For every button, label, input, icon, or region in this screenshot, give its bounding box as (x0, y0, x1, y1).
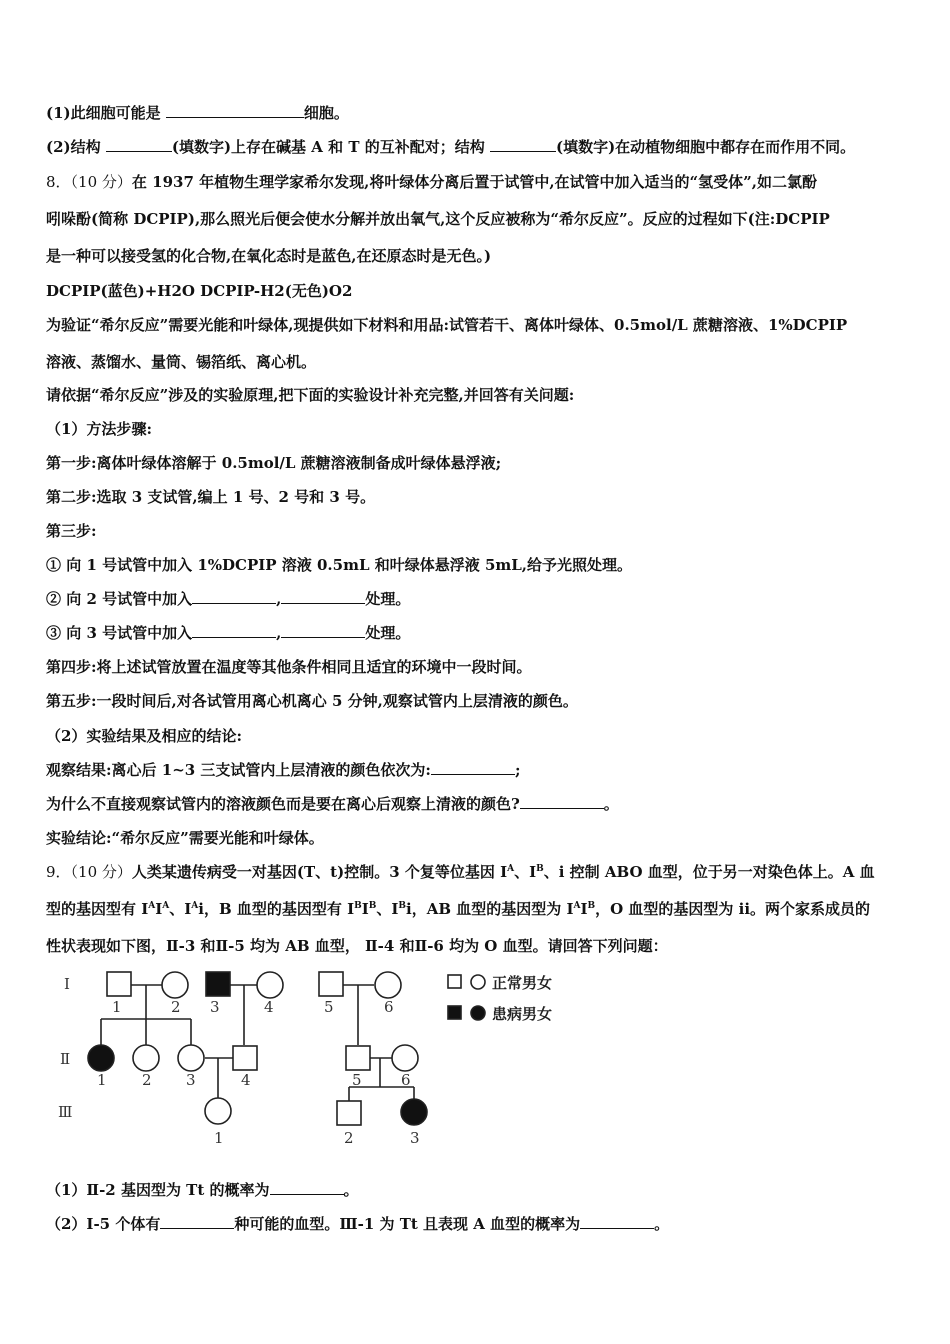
q9-text: 、I (514, 863, 537, 881)
q9-line-2 (46, 899, 908, 919)
q8-line-1 (46, 172, 908, 192)
q8-text: 为什么不直接观察试管内的溶液颜色而是要在离心后观察上清液的颜色? (46, 795, 520, 813)
affected-male (206, 972, 230, 996)
answer-blank[interactable] (520, 794, 604, 809)
individual-number: 5 (324, 998, 334, 1016)
q8-line-8 (46, 419, 908, 439)
q9-sub-1 (46, 1180, 908, 1200)
q9-text: 人类某遗传病受一对基因(T、t)控制。3 个复等位基因 I (131, 863, 508, 881)
q7-text: 细胞。 (303, 104, 349, 122)
q9-sub-2 (46, 1214, 908, 1234)
q8-text: 第一步:离体叶绿体溶解于 0.5mol/L 蔗糖溶液制备成叶绿体悬浮液; (46, 454, 502, 472)
individual-number: 3 (186, 1071, 196, 1089)
q8-text: （1）方法步骤: (46, 420, 152, 438)
q9-text: I (155, 900, 163, 918)
superscript: B (536, 864, 544, 874)
superscript: A (191, 901, 199, 911)
q8-text: 实验结论:“希尔反应”需要光能和叶绿体。 (46, 829, 324, 847)
q8-line-15 (46, 657, 908, 677)
generation-label: Ⅱ (60, 1050, 71, 1068)
question-number: 9．（10 分） (46, 863, 132, 881)
q8-line-6 (46, 352, 908, 372)
q7-text: (填数字)在动植物细胞中都存在而作用不同。 (555, 138, 856, 156)
q8-line-9 (46, 453, 908, 473)
superscript: A (573, 901, 581, 911)
q9-text: 型的基因型有 I (46, 900, 149, 918)
q8-text: 请依据“希尔反应”涉及的实验原理,把下面的实验设计补充完整,并回答有关问题: (46, 386, 575, 404)
q8-text: ② 向 2 号试管中加入 (46, 590, 193, 608)
q9-text: ，O 血型的基因型为 ii。两个家系成员的 (595, 900, 871, 918)
individual-number: 6 (401, 1071, 411, 1089)
individual-number: 1 (112, 998, 122, 1016)
q8-line-19 (46, 794, 908, 814)
individual-number: 2 (142, 1071, 152, 1089)
q8-text: （2）实验结果及相应的结论: (46, 727, 242, 745)
q9-text: 性状表现如下图，Ⅱ-3 和Ⅱ-5 均为 AB 血型， Ⅱ-4 和Ⅱ-6 均为 O 血型。请回答下列问题： (46, 937, 668, 955)
q8-line-11 (46, 521, 908, 541)
q8-line-18 (46, 760, 908, 780)
q8-text: , (276, 590, 282, 608)
q8-text: , (276, 624, 282, 642)
q9-text: 、I (376, 900, 399, 918)
q8-equation (46, 281, 908, 301)
q9-text: i，AB 血型的基因型为 I (406, 900, 574, 918)
superscript: B (398, 901, 406, 911)
q8-text: 第四步:将上述试管放置在温度等其他条件相同且适宜的环境中一段时间。 (46, 658, 532, 676)
q8-text: 第五步:一段时间后,对各试管用离心机离心 5 分钟,观察试管内上层清液的颜色。 (46, 692, 578, 710)
q9-line-1 (46, 862, 908, 882)
q8-text: 第三步: (46, 522, 97, 540)
normal-male (233, 1046, 257, 1070)
q8-line-14 (46, 623, 908, 643)
individual-number: 1 (97, 1071, 107, 1089)
generation-label: Ⅰ (64, 975, 70, 993)
q8-text: 是一种可以接受氢的化合物,在氧化态时是蓝色,在还原态时是无色。) (46, 247, 492, 265)
q9-text: 。 (654, 1215, 670, 1233)
q9-text: I (580, 900, 588, 918)
normal-female (375, 972, 401, 998)
q8-text: 溶液、蒸馏水、量筒、锡箔纸、离心机。 (46, 353, 317, 371)
q8-text: 为验证“希尔反应”需要光能和叶绿体,现提供如下材料和用品:试管若干、离体叶绿体、0.5mol/L 蔗糖溶液、1%DCPIP (46, 316, 848, 334)
answer-blank[interactable] (192, 623, 276, 638)
normal-male (107, 972, 131, 996)
superscript: B (587, 901, 596, 911)
legend-female-normal-icon (471, 975, 485, 989)
question-number: 8．（10 分） (46, 173, 132, 191)
normal-female (392, 1045, 418, 1071)
individual-number: 2 (344, 1129, 354, 1147)
q8-line-7 (46, 385, 908, 405)
q8-text: 吲哚酚(简称 DCPIP),那么照光后便会使水分解并放出氧气,这个反应被称为“希尔反应”。反应的过程如下(注:DCPIP (46, 210, 830, 228)
q7-line-2 (46, 137, 908, 157)
answer-blank[interactable] (166, 103, 304, 118)
answer-blank[interactable] (580, 1214, 654, 1229)
q9-text: 、i 控制 ABO 血型，位于另一对染色体上。A 血 (543, 863, 875, 881)
legend-male-affected-icon (448, 1006, 461, 1019)
q8-text: 第二步:选取 3 支试管,编上 1 号、2 号和 3 号。 (46, 488, 376, 506)
answer-blank[interactable] (431, 760, 515, 775)
normal-female (162, 972, 188, 998)
q8-text: DCPIP(蓝色)+H2O DCPIP-H2(无色)O2 (46, 282, 353, 300)
answer-blank[interactable] (281, 623, 365, 638)
q9-text: I (361, 900, 369, 918)
q7-text: (2)结构 (46, 138, 106, 156)
superscript: B (354, 901, 362, 911)
q8-line-20 (46, 828, 908, 848)
q8-text: 观察结果:离心后 1~3 三支试管内上层清液的颜色依次为: (46, 761, 431, 779)
normal-female (205, 1098, 231, 1124)
q8-text: ③ 向 3 号试管中加入 (46, 624, 193, 642)
q8-line-16 (46, 691, 908, 711)
normal-male (319, 972, 343, 996)
q7-line-1 (46, 103, 908, 123)
q9-text: （1）Ⅱ-2 基因型为 Tt 的概率为 (46, 1181, 270, 1199)
q7-text: (填数字)上存在碱基 A 和 T 的互补配对；结构 (171, 138, 490, 156)
individual-number: 4 (264, 998, 274, 1016)
superscript: A (507, 864, 515, 874)
superscript: A (148, 901, 156, 911)
normal-female (133, 1045, 159, 1071)
answer-blank[interactable] (490, 137, 556, 152)
q8-text: 。 (603, 795, 619, 813)
individual-number: 3 (410, 1129, 420, 1147)
q9-line-3 (46, 936, 908, 956)
q8-line-12 (46, 555, 908, 575)
normal-female (178, 1045, 204, 1071)
individual-number: 6 (384, 998, 394, 1016)
q8-text: 处理。 (365, 624, 411, 642)
affected-female (401, 1099, 427, 1125)
individual-number: 4 (241, 1071, 251, 1089)
answer-blank[interactable] (270, 1180, 344, 1195)
q8-line-3 (46, 246, 908, 266)
answer-blank[interactable] (106, 137, 172, 152)
generation-label: Ⅲ (58, 1103, 73, 1121)
superscript: A (162, 901, 170, 911)
legend-normal-label: 正常男女 (492, 974, 553, 992)
legend-male-normal-icon (448, 975, 461, 988)
q9-text: 、I (169, 900, 192, 918)
pedigree-diagram (46, 965, 606, 1155)
q8-text: ① 向 1 号试管中加入 1%DCPIP 溶液 0.5mL 和叶绿体悬浮液 5mL,给予光照处理。 (46, 556, 633, 574)
legend-affected-label: 患病男女 (492, 1005, 553, 1023)
q9-text: 。 (343, 1181, 359, 1199)
answer-blank[interactable] (160, 1214, 234, 1229)
legend-female-affected-icon (471, 1006, 485, 1020)
q8-line-5 (46, 315, 908, 335)
q8-line-2 (46, 209, 908, 229)
q8-line-17 (46, 726, 908, 746)
individual-number: 1 (214, 1129, 224, 1147)
normal-male (346, 1046, 370, 1070)
q8-text: ; (514, 761, 521, 779)
q8-text: 在 1937 年植物生理学家希尔发现,将叶绿体分离后置于试管中,在试管中加入适当的“氢受体”,如二氯酚 (131, 173, 818, 191)
answer-blank[interactable] (192, 589, 276, 604)
individual-number: 3 (210, 998, 220, 1016)
individual-number: 2 (171, 998, 181, 1016)
individual-number: 5 (352, 1071, 362, 1089)
q9-text: i，B 血型的基因型有 I (198, 900, 355, 918)
affected-female (88, 1045, 114, 1071)
normal-male (337, 1101, 361, 1125)
superscript: B (368, 901, 377, 911)
q7-text: (1)此细胞可能是 (46, 104, 166, 122)
q8-line-13 (46, 589, 908, 609)
answer-blank[interactable] (281, 589, 365, 604)
q8-line-10 (46, 487, 908, 507)
normal-female (257, 972, 283, 998)
q9-text: （2）Ⅰ-5 个体有 (46, 1215, 161, 1233)
q8-text: 处理。 (365, 590, 411, 608)
q9-text: 种可能的血型。Ⅲ-1 为 Tt 且表现 A 血型的概率为 (234, 1215, 581, 1233)
